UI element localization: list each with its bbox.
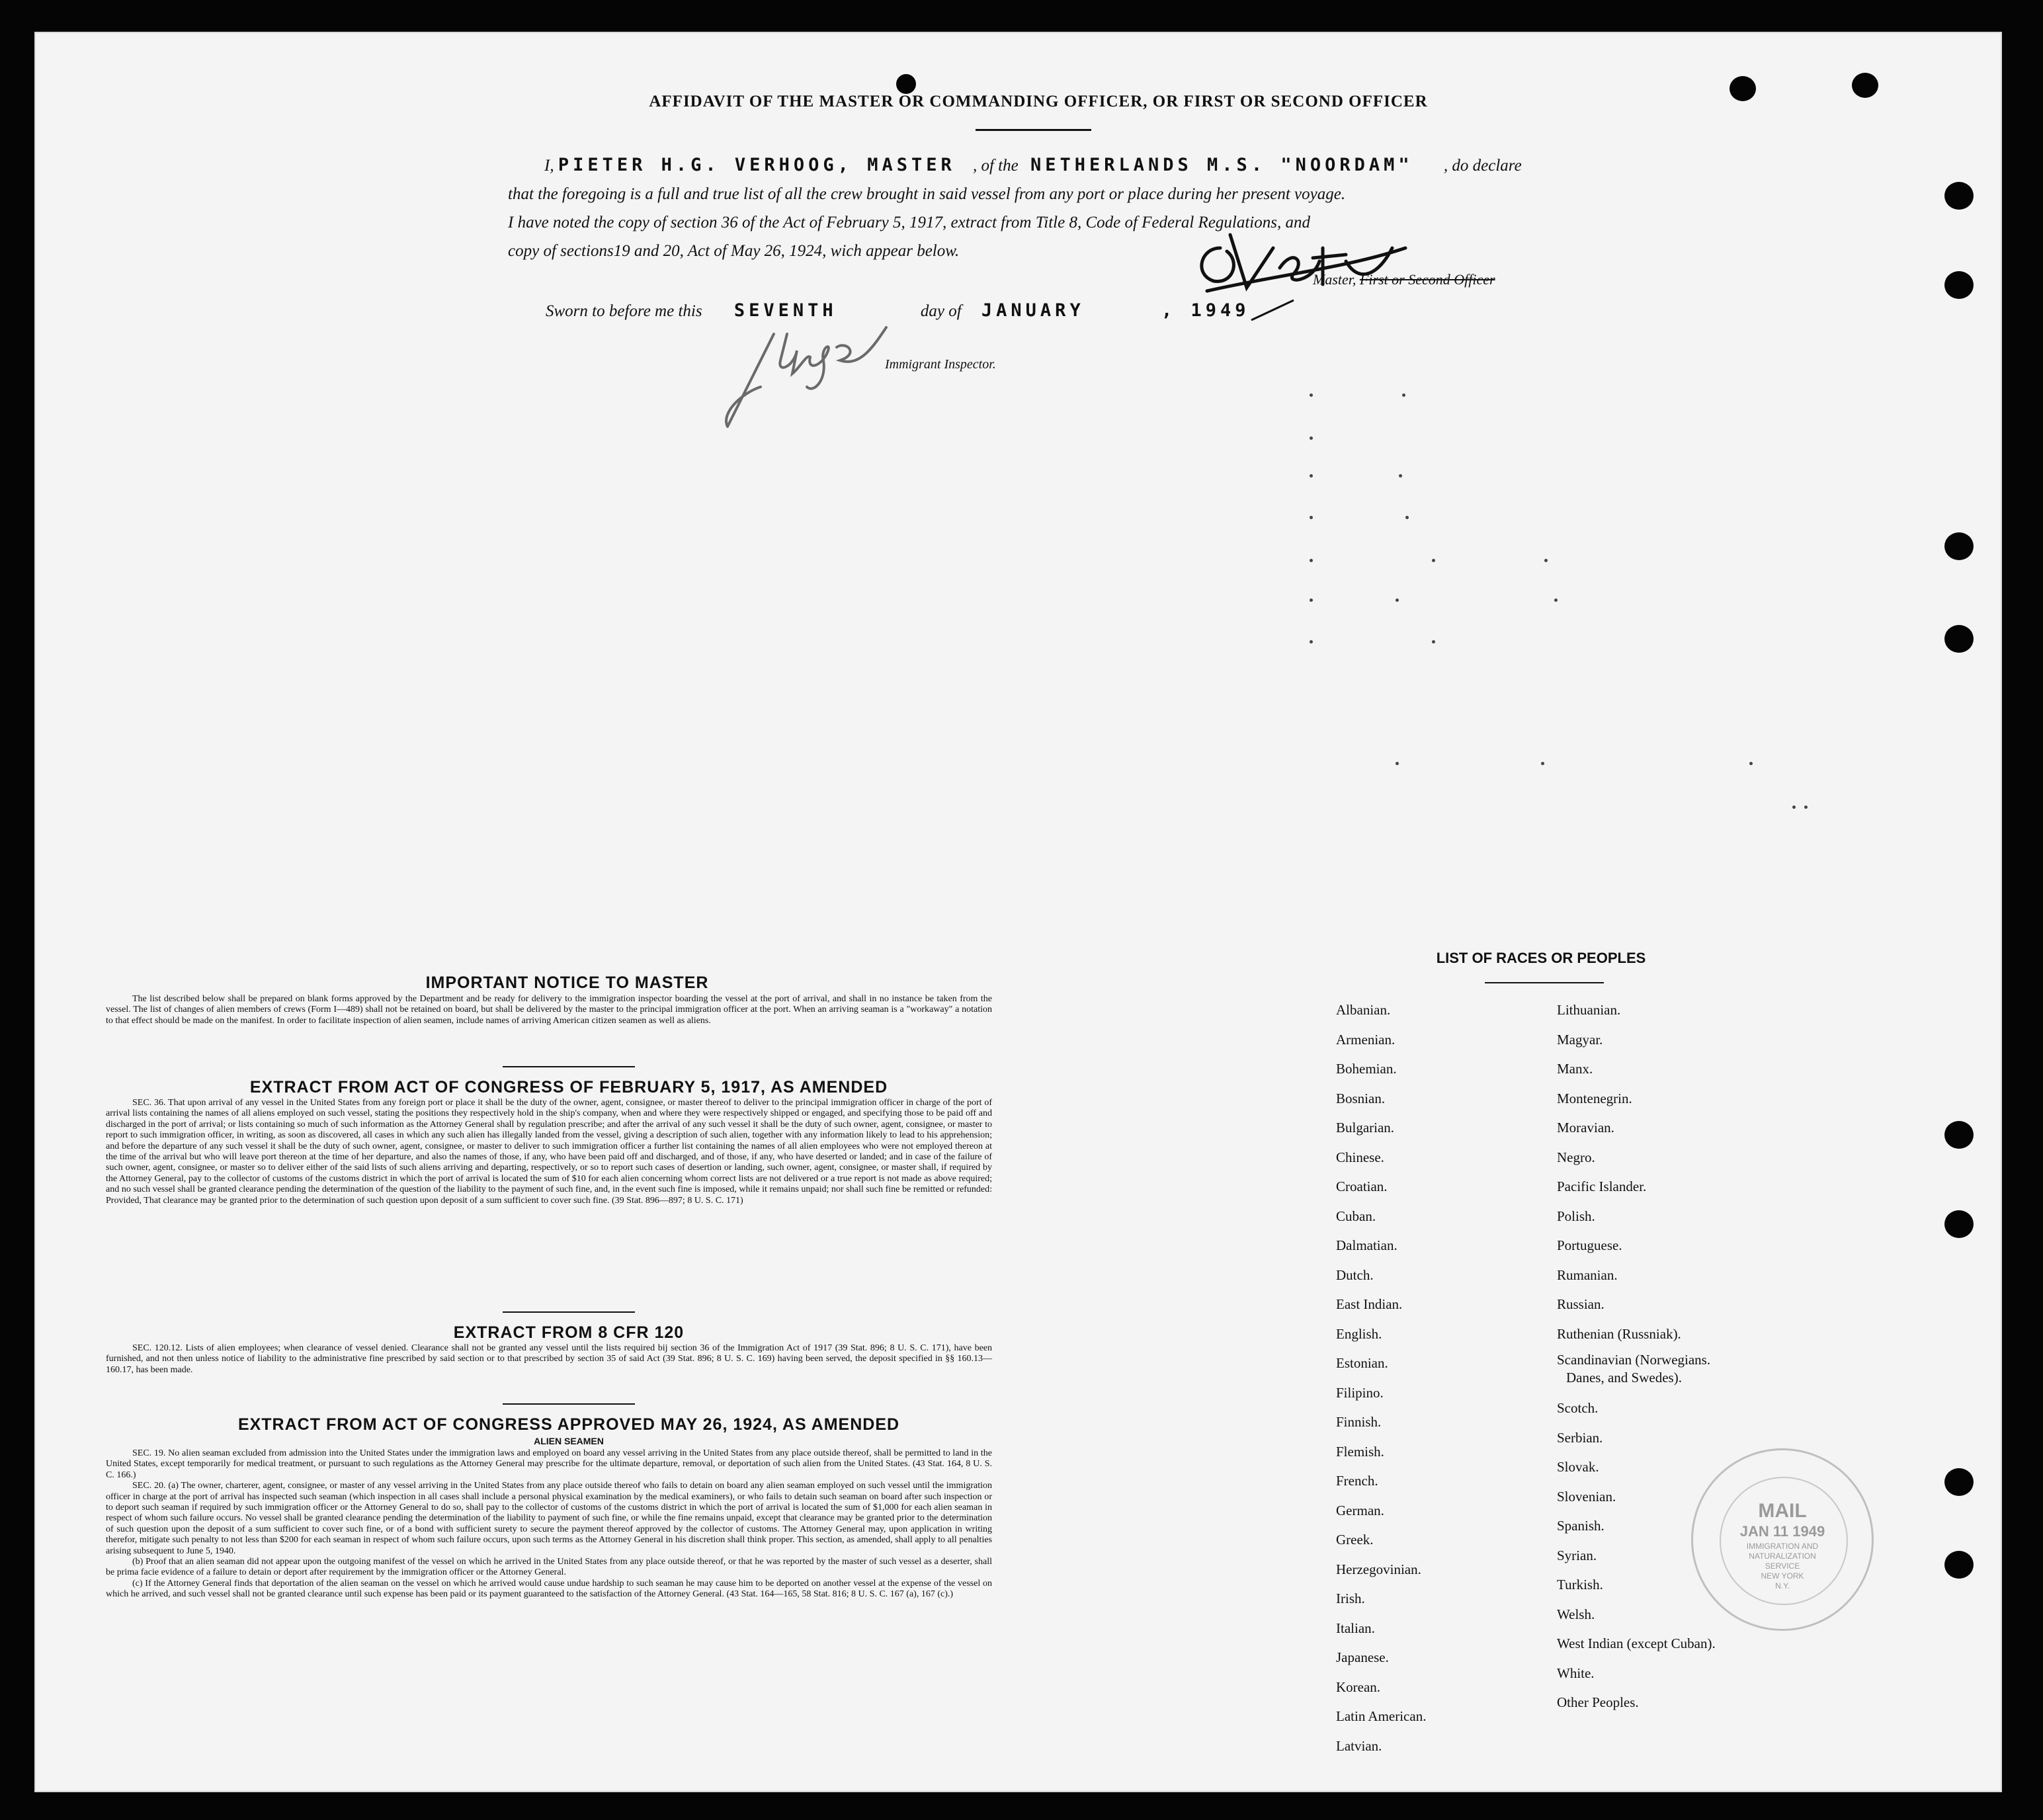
race-item: East Indian. — [1336, 1296, 1403, 1312]
race-item: Turkish. — [1557, 1577, 1603, 1592]
race-item: Magyar. — [1557, 1031, 1603, 1048]
punch-hole — [1944, 271, 1974, 299]
race-item: Pacific Islander. — [1557, 1179, 1647, 1194]
stamp-line-6: NEW YORK — [1761, 1571, 1804, 1581]
speck — [1432, 640, 1435, 643]
race-item: English. — [1336, 1325, 1382, 1342]
affidavit-title: AFFIDAVIT OF THE MASTER OR COMMANDING OFFICER, OR FIRST OR SECOND OFFICER — [649, 93, 1428, 110]
race-item: Armenian. — [1336, 1031, 1396, 1048]
race-item: Latvian. — [1336, 1737, 1382, 1754]
race-item: Latin American. — [1336, 1708, 1427, 1724]
punch-hole — [1730, 76, 1756, 101]
speck — [1405, 516, 1409, 519]
stamp-date: JAN 11 1949 — [1739, 1523, 1825, 1540]
vessel-name: NETHERLANDS M.S. "NOORDAM" — [1030, 155, 1413, 175]
struck-officer-label: First or Second Officer — [1359, 271, 1495, 288]
punch-hole — [1944, 532, 1974, 560]
year-strike — [1250, 296, 1296, 323]
race-item: Syrian. — [1557, 1547, 1597, 1563]
sec-20c-paragraph: (c) If the Attorney General finds that deportation of the alien seaman on the vessel on which he arrived would cause undue hardship to such seaman he may cause him to be deported on another vessel at the expense of the vessel on which he arrived, and such vessel shall not be granted clearance until such expense has been paid or its payment guaranteed to the satisfaction of the Attorney General. (43 Stat. 164—165, 58 Stat. 816; 8 U. S. C. 167 (a), 167 (c).) — [106, 1578, 992, 1600]
race-item: Scotch. — [1557, 1400, 1599, 1416]
extract-cfr-text — [106, 1343, 992, 1376]
extract-cfr-paragraph: SEC. 120.12. Lists of alien employees; when clearance of vessel denied. Clearance shall not be granted any vessel until the lists required bij section 36 of the Immigration Act of 1917 (39 Stat. 896; 8 U. S. C. 171), have been furnished, and not then unless notice of liability to the administrative fine prescribed by said section or to that prescribed by section 35 of said Act (39 Stat. 896; 8 U. S. C. 169) having been served, the deposit specified in §§ 160.13—160.17, has been made. — [106, 1343, 992, 1375]
race-item: Polish. — [1557, 1208, 1595, 1224]
declare-intro: I, — [544, 157, 554, 175]
master-label — [1313, 271, 1495, 288]
race-item: White. — [1557, 1665, 1595, 1681]
sworn-year: , 1949 — [1161, 300, 1250, 321]
declaration-line-4: copy of sections19 and 20, Act of May 26, 1924, wich appear below. — [508, 242, 960, 260]
title-rule — [976, 129, 1091, 131]
punch-hole — [1944, 1551, 1974, 1579]
race-item: Ruthenian (Russniak). — [1557, 1325, 1681, 1342]
sec-19-paragraph: SEC. 19. No alien seaman excluded from admission into the United States under the immigration laws and employed on board any vessel arriving in the United States from any place outside thereof, shall be permitted to land in the United States, except temporarily for medical treatment, or pursuant to such regulations as the Attorney General may prescribe for the ultimate departure, removal, or deportation of such alien from the United States. (43 Stat. 164, 8 U. S. C. 166.) — [106, 1448, 992, 1480]
race-item: Chinese. — [1336, 1149, 1384, 1165]
races-rule — [1485, 982, 1604, 983]
extract-1917-heading: EXTRACT FROM ACT OF CONGRESS OF FEBRUARY 5, 1917, AS AMENDED — [249, 1078, 888, 1096]
race-item: Bosnian. — [1336, 1090, 1386, 1106]
extract-1924-subheading: ALIEN SEAMEN — [534, 1436, 604, 1446]
sec-20b-paragraph: (b) Proof that an alien seaman did not appear upon the outgoing manifest of the vessel on which he arrived in the United States from any place outside thereof, or that he was reported by the master of such vessel as a deserter, shall be prima facie evidence of a failure to detain or deport after requirement by the immigration officer or the Attorney General. — [106, 1557, 992, 1578]
extract-1917-text — [106, 1098, 992, 1206]
punch-hole — [1944, 1121, 1974, 1149]
sworn-day: SEVENTH — [733, 300, 837, 321]
stamp-line-3: IMMIGRATION AND — [1746, 1542, 1819, 1551]
notice-paragraph: The list described below shall be prepared on blank forms approved by the Department and be ready for delivery to the immigration inspector boarding the vessel at the port of arrival, and shall in no instance be taken from the vessel. The list of changes of alien members of crews (Form I—489) shall not be retained on board, but shall be delivered by the master to the principal immigration officer at the port. When an arriving seaman is a "workaway" a notation to that effect should be made on the manifest. In order to facilitate inspection of alien seamen, include names of arriving American citizen seamen as well as aliens. — [106, 994, 992, 1026]
sworn-text: Sworn to before me this — [546, 302, 702, 320]
do-declare-text: , do declare — [1443, 157, 1522, 175]
race-item: Portuguese. — [1557, 1237, 1622, 1253]
stamp-line-4: NATURALIZATION — [1749, 1551, 1816, 1561]
race-item: Filipino. — [1336, 1384, 1384, 1401]
declaration-line-2: that the foregoing is a full and true list of all the crew brought in said vessel from any port or place during her present voyage. — [508, 185, 1346, 203]
section-rule — [503, 1311, 635, 1313]
notice-text — [106, 994, 992, 1026]
speck — [1541, 762, 1544, 765]
race-item: Italian. — [1336, 1620, 1375, 1636]
speck — [1310, 393, 1313, 397]
day-of-text: day of — [920, 302, 962, 320]
mail-date-stamp — [1691, 1448, 1874, 1631]
race-item: Negro. — [1557, 1149, 1595, 1165]
speck — [1432, 559, 1435, 562]
punch-hole — [1944, 625, 1974, 653]
race-item: Lithuanian. — [1557, 1002, 1621, 1018]
race-item: Dutch. — [1336, 1266, 1374, 1283]
extract-1917-paragraph: SEC. 36. That upon arrival of any vessel in the United States from any foreign port or place it shall be the duty of the owner, agent, consignee, or master thereof to deliver to the principal immigration officer in charge of the port of arrival lists containing the names of all aliens employed on such vessel, stating the positions they respectively hold in the ship's company, when and where they were respectively shipped or engaged, and specifying those to be paid off and discharged in the port of arrival; or lists containing so much of such information as the Attorney General shall by regulation prescribe; and after the arrival of any such vessel it shall be the duty of such owner, agent, consignee, or master to report to such immigration officer, in writing, as soon as discovered, all cases in which any such alien has illegally landed from the vessel, giving a description of such alien, together with any information likely to lead to his apprehension; and before the departure of any such vessel it shall be the duty of such owner, agent, consignee, or master to deliver to such immigration officer a further list containing the names of all alien employees who were not employed thereon at the time of the arrival but who will leave port thereon at the time of her departure, and also the names of those, if any, who have been paid off and discharged, and of those, if any, who have deserted or landed; and in case of the failure of such owner, agent, consignee, or master so to deliver either of the said lists of such aliens arriving and departing, respectively, or so to report such cases of desertion or landing, such owner, agent, consignee, or master shall, if required by the Attorney General, pay to the collector of customs of the customs district in which the port of arrival is located the sum of $10 for each alien concerning whom correct lists are not delivered or a true report is not made as above required; and no such vessel shall be granted clearance pending the determination of the question of the liability to the payment of such fine, and, in the event such fine is imposed, while it remains unpaid; nor shall such fine be remitted or refunded: Provided, That clearance may be granted prior to the determination of such question upon deposit of a sum sufficient to cover such fine. (39 Stat. 896—897; 8 U. S. C. 171) — [106, 1098, 992, 1206]
races-heading: LIST OF RACES OR PEOPLES — [1436, 950, 1646, 966]
punch-hole — [1944, 1210, 1974, 1238]
speck — [1310, 516, 1313, 519]
extract-1924-text — [106, 1448, 992, 1600]
race-item: Bohemian. — [1336, 1061, 1397, 1077]
race-item: Moravian. — [1557, 1120, 1614, 1136]
of-the-text: , of the — [972, 157, 1019, 175]
race-item: Albanian. — [1336, 1002, 1391, 1018]
sworn-month: JANUARY — [981, 300, 1085, 321]
race-item: Scandinavian (Norwegians. — [1557, 1352, 1711, 1368]
speck — [1399, 474, 1402, 477]
speck — [1554, 599, 1558, 602]
race-item: Cuban. — [1336, 1208, 1376, 1224]
master-title: Master, — [1313, 271, 1356, 288]
race-item: Korean. — [1336, 1678, 1381, 1695]
races-right-column — [1557, 995, 1716, 1717]
extract-1924-heading: EXTRACT FROM ACT OF CONGRESS APPROVED MAY 26, 1924, AS AMENDED — [237, 1415, 900, 1434]
race-item: Herzegovinian. — [1336, 1561, 1421, 1577]
inspector-signature — [714, 321, 926, 433]
race-item: Croatian. — [1336, 1179, 1388, 1194]
race-item: Danes, and Swedes). — [1566, 1370, 1682, 1386]
speck — [1792, 806, 1796, 809]
sec-20a-paragraph: SEC. 20. (a) The owner, charterer, agent, consignee, or master of any vessel arriving in the United States from any place outside thereof who fails to detain on board any alien seaman employed on such vessel until the immigration officer in charge at the port of arrival has inspected such seaman (which inspection in all cases shall include a personal physical examination by the medical examiners), or who fails to detain such seaman on board after such inspection or to deport such seaman if required by such immigration officer or the Attorney General to do so, shall pay to the collector of customs of the customs district in which the port of arrival is located the sum of $1,000 for each alien seaman in respect of whom such failure occurs. No vessel shall be granted clearance pending the determination of the liability to payment of such fine, or while the fine remains unpaid, except that clearance may be granted prior to the determination of such question upon the deposit of a sum sufficient to cover such fine, or of a bond with sufficient surety to secure the payment thereof approved by the collector of customs. The Attorney General may, upon application in writing therefor, mitigate such penalty to not less than $200 for each seaman in respect of whom such failure occurs, upon such terms as the Attorney General in his discretion shall think proper. This section, as amended, shall apply to all penalties arising subsequent to June 5, 1940. — [106, 1481, 992, 1556]
race-item: Manx. — [1557, 1061, 1593, 1077]
race-item: Other Peoples. — [1557, 1694, 1639, 1710]
race-item: Slovak. — [1557, 1459, 1599, 1475]
master-name: PIETER H.G. VERHOOG, MASTER — [558, 155, 956, 175]
section-rule — [503, 1403, 635, 1405]
inspector-label: Immigrant Inspector. — [885, 357, 996, 372]
punch-hole — [1852, 73, 1878, 98]
stamp-line-5: SERVICE — [1765, 1561, 1800, 1571]
race-item: Flemish. — [1336, 1443, 1384, 1460]
race-item: Finnish. — [1336, 1414, 1382, 1430]
punch-hole — [896, 74, 916, 94]
declaration-line-3: I have noted the copy of section 36 of the Act of February 5, 1917, extract from Title 8, Code of Federal Regulations, and — [508, 214, 1310, 231]
speck — [1749, 762, 1753, 765]
speck — [1544, 559, 1548, 562]
race-item: Russian. — [1557, 1296, 1605, 1312]
master-signature — [1181, 222, 1419, 301]
speck — [1310, 436, 1313, 440]
extract-cfr-heading: EXTRACT FROM 8 CFR 120 — [453, 1323, 685, 1342]
speck — [1310, 474, 1313, 477]
race-item: French. — [1336, 1473, 1378, 1489]
punch-hole — [1944, 1468, 1974, 1496]
race-item: West Indian (except Cuban). — [1557, 1635, 1716, 1651]
race-item: Slovenian. — [1557, 1488, 1616, 1505]
speck — [1310, 599, 1313, 602]
speck — [1396, 599, 1399, 602]
races-left-column — [1336, 995, 1426, 1760]
speck — [1310, 559, 1313, 562]
speck — [1396, 762, 1399, 765]
speck — [1310, 640, 1313, 643]
speck — [1402, 393, 1405, 397]
race-item: Japanese. — [1336, 1649, 1389, 1665]
race-item: German. — [1336, 1502, 1384, 1518]
speck — [1804, 806, 1808, 809]
race-item: Estonian. — [1336, 1355, 1388, 1371]
race-item: Greek. — [1336, 1532, 1374, 1548]
race-item: Serbian. — [1557, 1429, 1603, 1446]
race-item: Rumanian. — [1557, 1266, 1618, 1283]
race-item: Dalmatian. — [1336, 1237, 1397, 1253]
notice-heading: IMPORTANT NOTICE TO MASTER — [425, 973, 709, 992]
race-item: Irish. — [1336, 1591, 1365, 1606]
race-item: Bulgarian. — [1336, 1120, 1395, 1136]
race-item: Welsh. — [1557, 1606, 1595, 1622]
stamp-mail: MAIL — [1758, 1500, 1807, 1522]
race-item: Montenegrin. — [1557, 1090, 1632, 1106]
race-item: Spanish. — [1557, 1518, 1605, 1534]
punch-hole — [1944, 182, 1974, 210]
stamp-line-7: N.Y. — [1775, 1581, 1790, 1591]
section-rule — [503, 1066, 635, 1067]
